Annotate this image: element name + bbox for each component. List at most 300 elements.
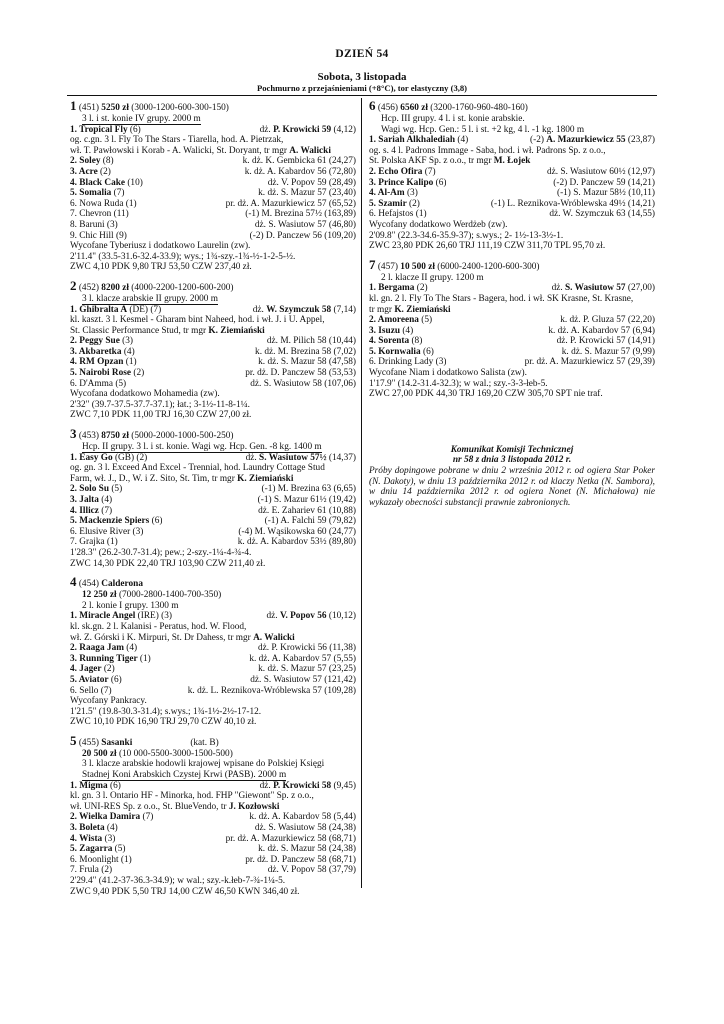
placing-jockey: pr. dż. D. Panczew 58 (53,53) xyxy=(245,368,356,379)
winner-jockey xyxy=(242,453,356,464)
race-conditions-text: Hcp. III grupy. 4 l. i st. konie arabskie. xyxy=(381,114,525,124)
placing-horse xyxy=(70,823,118,834)
winner-trainer: A. Walicki xyxy=(289,145,331,156)
placing-row xyxy=(70,368,356,379)
race-number: 6 xyxy=(369,100,376,113)
race-note: 2'11.4" (33.5-31.6-32.4-33.9); wys.; 1¾-szy.-1¾-½-1-2-5-½. xyxy=(70,251,296,262)
winner-name: 1. Migma xyxy=(70,780,108,791)
placing-horse xyxy=(70,675,122,686)
placing-name: 6. Hefajstos (1) xyxy=(369,209,427,220)
placing-jockey: (-1) A. Falchi 59 (79,82) xyxy=(264,516,356,527)
day-heading: DZIEŃ 54 xyxy=(335,48,389,60)
placing-jockey: dż. S. Wasiutow 57 (121,42) xyxy=(250,674,356,685)
race-note: ZWC 7,10 PDK 11,00 TRJ 16,30 CZW 27,00 zł. xyxy=(70,410,252,421)
race-prize-split: (3200-1760-960-480-160) xyxy=(430,103,528,113)
race-note: ZWC 14,30 PDK 22,40 TRJ 103,90 CZW 211,40 zł. xyxy=(70,558,266,569)
placing-jockey: pr. dż. A. Mazurkiewicz 57 (65,52) xyxy=(225,198,356,209)
race-name: Sasanki xyxy=(101,737,133,748)
placing-horse xyxy=(70,357,137,368)
column-divider xyxy=(361,98,362,888)
placing-name: 9. Chic Hill (9) xyxy=(70,230,127,241)
race-note: 1'21.5" (19.8-30.3-31.4); s.wys.; 1¾-1½-2½-17-12. xyxy=(70,706,262,717)
placing-row xyxy=(70,167,356,178)
winner-trainer: M. Łojek xyxy=(493,156,531,167)
placing-name: 2. Peggy Sue xyxy=(70,336,120,347)
race-name: Calderona xyxy=(101,579,143,590)
placing-name: 2. Wielka Damira xyxy=(70,812,141,823)
placing-horse xyxy=(369,336,422,347)
winner-trainer: K. Ziemiański xyxy=(394,304,451,315)
winner-jockey-prefix: (-2) xyxy=(530,135,547,146)
winner-jockey-prefix: dż. xyxy=(551,283,566,294)
race-conditions xyxy=(70,442,356,453)
placing-jockey: k. dż. S. Mazur 58 (24,38) xyxy=(258,844,356,855)
placing-row xyxy=(70,654,356,665)
race-prize-split: (7000-2800-1400-700-350) xyxy=(118,590,222,601)
placing-row xyxy=(70,643,356,654)
winner-row xyxy=(70,305,356,316)
placing-horse xyxy=(369,357,446,368)
race-conditions-text: 3 l. i st. konie IV grupy. 2000 m xyxy=(82,114,201,124)
winner-trainer: J. Kozłowski xyxy=(228,801,280,812)
race-block xyxy=(369,100,655,252)
winner-breeding: kl. gn. 3 l. Ontario HF - Minorka, hod. FHP "Giewont" Sp. z o.o., xyxy=(70,791,314,802)
race-block xyxy=(70,280,356,421)
winner-jockey-prefix: dż. xyxy=(259,124,274,135)
winner-jockey xyxy=(256,125,356,136)
placing-horse xyxy=(70,844,126,855)
header-divider xyxy=(67,95,657,96)
placing-horse xyxy=(70,855,132,866)
race-heading xyxy=(70,576,356,590)
placing-jockey: (-2) D. Panczew 59 (14,21) xyxy=(553,177,655,188)
placing-horse xyxy=(70,347,135,358)
race-number: 1 xyxy=(70,100,77,113)
placing-name: 6. Drinking Lady (3) xyxy=(369,357,447,368)
placing-horse xyxy=(70,231,127,242)
race-id: (457) xyxy=(377,261,398,272)
placing-name: 4. Black Cake xyxy=(70,177,126,188)
placing-row xyxy=(70,537,356,548)
placing-stall: (3) xyxy=(102,833,116,844)
placing-name: 3. Acre xyxy=(70,166,98,177)
winner-owner-trainer xyxy=(369,305,655,316)
placing-horse xyxy=(70,664,115,675)
winner-horse xyxy=(70,781,121,792)
placing-horse xyxy=(369,167,436,178)
right-column xyxy=(369,100,655,508)
placing-row xyxy=(369,357,655,368)
placing-horse xyxy=(70,495,112,506)
placing-horse xyxy=(70,865,112,876)
race-note: ZWC 23,80 PDK 26,60 TRJ 111,19 CZW 311,70 TPL 95,70 zł. xyxy=(369,241,606,252)
placing-row xyxy=(70,188,356,199)
race-conditions xyxy=(369,114,655,125)
winner-jockey-name: W. Szymczuk 58 xyxy=(266,304,332,315)
placing-horse xyxy=(369,188,418,199)
race-heading xyxy=(70,280,356,294)
placing-name: 3. Akbaretka xyxy=(70,346,122,357)
placing-jockey: k. dż. S. Mazur 57 (9,99) xyxy=(561,346,655,357)
race-note: Wycofany dodatkowo Werdżeb (zw). xyxy=(369,219,508,230)
winner-breeding: og. s. 4 l. Padrons Immage - Saba, hod. i wł. Padrons Sp. z o.o., xyxy=(369,145,606,156)
race-note: 2'32" (39.7-37.5-37.7-37.1); łat.; 3-1½-11-8-1¼. xyxy=(70,399,250,410)
winner-row xyxy=(70,125,356,136)
placing-jockey: k. dż. K. Gembicka 61 (24,27) xyxy=(242,156,356,167)
placing-row xyxy=(70,347,356,358)
winner-owner: Farm, wł. J., D., W. i Z. Sito, St. Tim, tr mgr xyxy=(70,473,238,484)
winner-jockey xyxy=(548,283,655,294)
winner-jockey xyxy=(263,611,356,622)
placing-jockey: pr. dż. A. Mazurkiewicz 58 (68,71) xyxy=(225,833,356,844)
placing-name: 4. Wista xyxy=(70,833,103,844)
placing-horse xyxy=(369,199,420,210)
placing-jockey: k. dż. S. Mazur 57 (23,25) xyxy=(258,664,356,675)
winner-owner: tr mgr xyxy=(369,304,395,315)
winner-row xyxy=(70,611,356,622)
placing-row xyxy=(70,506,356,517)
placing-stall: (3) xyxy=(404,188,418,199)
winner-owner: St. Polska AKF Sp. z o.o., tr mgr xyxy=(369,156,494,167)
race-prize-split: (5000-2000-1000-500-250) xyxy=(131,431,234,442)
race-conditions xyxy=(369,273,655,284)
placing-jockey: (-2) D. Panczew 56 (109,20) xyxy=(249,230,356,241)
race-number: 5 xyxy=(70,734,77,748)
winner-jockey-name: A. Mazurkiewicz 55 xyxy=(546,135,626,146)
placing-stall: (7) xyxy=(140,812,154,823)
placing-horse xyxy=(369,326,413,337)
track-conditions: Pochmurno z przejaśnieniami (+8°C), tor elastyczny (3,8) xyxy=(256,83,468,93)
placing-horse xyxy=(369,315,432,326)
race-heading xyxy=(70,428,356,442)
race-conditions-text: Wagi wg. Hcp. Gen.: 5 l. i st. +2 kg, 4 l. -1 kg. 1800 m xyxy=(381,124,585,135)
placing-horse xyxy=(70,812,153,823)
winner-odds: (7,14) xyxy=(331,304,356,315)
placing-horse xyxy=(369,347,434,358)
race-note: ZWC 27,00 PDK 44,30 TRJ 169,20 CZW 305,70 SPT nie traf. xyxy=(369,389,603,400)
race-conditions xyxy=(70,759,356,770)
winner-trainer: K. Ziemiański xyxy=(208,325,265,336)
race-number: 4 xyxy=(70,576,77,590)
placing-name: 4. Illicz xyxy=(70,505,99,516)
placing-name: 3. Prince Kalipo xyxy=(369,177,434,188)
placing-jockey: pr. dż. D. Panczew 58 (68,71) xyxy=(245,854,356,865)
race-number: 7 xyxy=(369,258,376,272)
winner-horse xyxy=(70,305,161,316)
race-prize-split: (3000-1200-600-300-150) xyxy=(131,103,229,113)
placing-row xyxy=(70,209,356,220)
winner-breeding: og. gn. 3 l. Exceed And Excel - Trennial, hod. Laundry Cottage Stud xyxy=(70,463,325,474)
winner-row xyxy=(369,283,655,294)
race-heading xyxy=(369,100,655,114)
placing-jockey: k. dż. S. Mazur 57 (23,40) xyxy=(258,188,356,199)
winner-odds: (9,45) xyxy=(331,780,356,791)
race-note: ZWC 9,40 PDK 5,50 TRJ 14,00 CZW 46,50 KWN 346,40 zł. xyxy=(70,886,300,897)
race-heading xyxy=(70,100,356,114)
placing-name: 3. Jalta xyxy=(70,495,99,505)
placing-row xyxy=(70,675,356,686)
race-note: 2'29.4" (41.2-37-36.3-34.9); w wal.; szy.-k.łeb-7-¾-1¼-5. xyxy=(70,876,286,886)
race-conditions xyxy=(70,114,356,125)
placing-stall: (4) xyxy=(123,643,138,654)
placing-horse xyxy=(70,527,143,538)
winner-row xyxy=(70,453,356,464)
race-note: Wycofany Pankracy. xyxy=(70,696,147,707)
communique-title: Komunikat Komisji Technicznej xyxy=(450,444,574,455)
placing-stall: (6) xyxy=(149,516,163,527)
winner-name: 1. Sariah Alkhalediah xyxy=(369,135,456,146)
winner-jockey-name: S. Wasiutow 57½ xyxy=(259,452,327,463)
placing-horse xyxy=(70,643,137,654)
placing-horse xyxy=(70,188,125,199)
placing-stall: (2) xyxy=(406,198,420,209)
race-prize-line xyxy=(70,749,356,760)
race-id: (454) xyxy=(78,579,99,590)
winner-breeding: kl. kaszt. 3 l. Kesmel - Gharam bint Naheed, hod. i wł. J. i U. Appel, xyxy=(70,315,325,326)
placing-stall: (2) xyxy=(101,664,115,675)
placing-horse xyxy=(70,379,126,390)
placing-name: 5. Zagarra xyxy=(70,844,113,855)
race-heading xyxy=(369,259,655,273)
placing-jockey: k. dż. A. Kabardov 58 (5,44) xyxy=(249,812,356,823)
winner-trainer: A. Walicki xyxy=(253,632,295,643)
placing-jockey: (-1) M. Brezina 57½ (163,89) xyxy=(245,209,356,220)
placing-jockey: (-1) M. Brezina 63 (6,65) xyxy=(261,484,356,495)
placing-stall: (7) xyxy=(98,505,113,516)
placing-name: 3. Running Tiger xyxy=(70,653,138,664)
race-id: (452) xyxy=(78,282,99,293)
race-conditions-text: Stadnej Koni Arabskich Czystej Krwi (PASB). 2000 m xyxy=(82,770,287,781)
placing-jockey: dż. S. Wasiutow 58 (24,38) xyxy=(254,823,356,834)
winner-jockey-prefix: dż. xyxy=(266,611,280,622)
winner-name: 1. Easy Go xyxy=(70,452,113,463)
placing-row xyxy=(369,315,655,326)
race-prize-split: (4000-2200-1200-600-200) xyxy=(131,282,234,293)
winner-horse xyxy=(369,283,428,294)
placing-name: 7. Frula (2) xyxy=(70,865,113,876)
race-conditions-text: 2 l. klacze II grupy. 1200 m xyxy=(381,272,484,283)
placing-stall: (2) xyxy=(97,166,111,177)
placing-row xyxy=(369,167,655,178)
winner-breeding: og. c.gn. 3 l. Fly To The Stars - Tiarella, hod. A. Pietrzak, xyxy=(70,135,284,146)
winner-odds: (10,12) xyxy=(326,611,356,622)
placing-stall: (5) xyxy=(418,315,433,326)
winner-jockey-prefix: dż. xyxy=(259,780,274,791)
placing-horse xyxy=(70,156,114,167)
winner-row xyxy=(70,781,356,792)
placing-stall: (5) xyxy=(109,484,123,495)
winner-owner-trainer xyxy=(70,146,356,157)
placing-horse xyxy=(70,654,151,665)
placing-name: 4. RM Opzan xyxy=(70,357,124,368)
placing-stall: (6) xyxy=(420,346,434,357)
placing-row xyxy=(70,199,356,210)
race-block xyxy=(369,259,655,400)
placing-row xyxy=(369,209,655,220)
placing-row xyxy=(70,664,356,675)
winner-stall: (IRE) (3) xyxy=(135,611,172,622)
winner-horse xyxy=(369,135,468,146)
winner-jockey-prefix: dż. xyxy=(245,452,260,463)
placing-name: 3. Isuzu xyxy=(369,325,401,336)
placing-horse xyxy=(70,178,143,189)
placing-stall: (6) xyxy=(108,674,122,685)
placing-row xyxy=(70,834,356,845)
placing-horse xyxy=(70,220,118,231)
placing-stall: (5) xyxy=(112,844,126,855)
placing-horse xyxy=(70,537,118,548)
placing-row xyxy=(70,495,356,506)
winner-name: 1. Ghibralta A xyxy=(70,304,128,315)
race-note: 1'17.9" (14.2-31.4-32.3); w wal.; szy.-3-3-łeb-5. xyxy=(369,378,548,389)
placing-row xyxy=(70,220,356,231)
winner-jockey-name: V. Popov 56 xyxy=(279,611,327,622)
placing-row xyxy=(70,379,356,390)
placing-horse xyxy=(70,199,137,210)
race-block xyxy=(70,735,356,897)
placing-row xyxy=(70,516,356,527)
placing-name: 3. Boleta xyxy=(70,823,105,834)
placing-name: 2. Echo Ofira xyxy=(369,166,423,177)
date-heading: Sobota, 3 listopada xyxy=(317,71,407,83)
placing-name: 8. Baruni (3) xyxy=(70,219,118,230)
placing-name: 6. Elusive River (3) xyxy=(70,526,144,537)
winner-odds: (4,12) xyxy=(331,124,356,135)
placing-jockey: k. dż. P. Gluza 57 (22,20) xyxy=(560,315,655,326)
race-prize-line xyxy=(70,590,356,601)
placing-name: 5. Somalia xyxy=(70,188,112,199)
placing-jockey: k. dż. S. Mazur 58 (47,58) xyxy=(258,357,356,368)
placing-name: 7. Grajka (1) xyxy=(70,537,118,548)
placing-stall: (3) xyxy=(119,336,134,347)
placing-stall: (4) xyxy=(104,823,118,834)
winner-owner: wł. Z. Górski i K. Mirpuri, St. Dr Dahess, tr mgr xyxy=(70,632,254,643)
placing-name: 5. Mackenzie Spiers xyxy=(70,516,150,527)
race-note: 2'09.8" (22.3-34.6-35.9-37); s.wys.; 2- 1½-13-3½-1. xyxy=(369,230,564,241)
placing-name: 2. Solo Su xyxy=(70,484,110,495)
winner-jockey-name: P. Krowicki 58 xyxy=(273,780,332,791)
placing-jockey: k. dż. L. Reznikova-Wróblewska 57 (109,28) xyxy=(187,685,356,696)
winner-owner: St. Classic Performance Stud, tr mgr xyxy=(70,325,209,336)
left-column xyxy=(70,100,356,904)
race-note: ZWC 10,10 PDK 16,90 TRJ 29,70 CZW 40,10 zł. xyxy=(70,717,257,728)
placing-stall: (7) xyxy=(422,166,436,177)
placing-row xyxy=(70,484,356,495)
placing-row xyxy=(369,347,655,358)
winner-horse xyxy=(70,125,141,136)
placing-row xyxy=(70,823,356,834)
placing-jockey: (-1) S. Mazur 61½ (19,42) xyxy=(257,495,356,505)
winner-breeding: kl. gn. 2 l. Fly To The Stars - Bagera, hod. i wł. SK Krasne, St. Krasne, xyxy=(369,293,634,304)
placing-jockey: dż. V. Popov 59 (28,49) xyxy=(267,177,356,188)
placing-jockey: k. dż. A. Kabardov 57 (6,94) xyxy=(548,325,655,336)
placing-name: 5. Nairobi Rose xyxy=(70,368,132,379)
winner-name: 1. Bergama xyxy=(369,283,415,294)
winner-jockey-prefix: dż. xyxy=(252,304,267,315)
placing-row xyxy=(369,336,655,347)
winner-jockey-name: S. Wasiutow 57 xyxy=(565,283,626,294)
placing-row xyxy=(369,178,655,189)
winner-odds: (27,00) xyxy=(625,283,655,294)
winner-stall: (4) xyxy=(455,135,469,146)
race-note: Wycofane Tyberiusz i dodatkowo Laurelin (zw). xyxy=(70,241,251,252)
placing-row xyxy=(70,231,356,242)
placing-jockey: dż. S. Wasiutow 58 (107,06) xyxy=(250,378,356,389)
technical-committee-communique xyxy=(369,445,655,509)
placing-row xyxy=(70,812,356,823)
placing-horse xyxy=(70,506,112,517)
race-prize: 8750 zł xyxy=(101,431,129,442)
race-prize: 6560 zł xyxy=(400,103,428,113)
placing-jockey: dż. M. Pilich 58 (10,44) xyxy=(266,336,356,347)
winner-stall: (2) xyxy=(414,283,428,294)
race-prize: 10 500 zł xyxy=(400,261,435,272)
winner-owner: wł. UNI-RES Sp. z o.o., St. BlueVendo, tr xyxy=(70,801,229,812)
placing-name: 4. Sorenta xyxy=(369,336,410,347)
winner-stall: (6) xyxy=(107,780,121,791)
placing-name: 6. Sello (7) xyxy=(70,685,112,696)
race-number: 3 xyxy=(70,428,77,442)
placing-jockey: pr. dż. A. Mazurkiewicz 57 (29,39) xyxy=(524,357,655,368)
placing-name: 6. Moonlight (1) xyxy=(70,854,132,865)
winner-jockey xyxy=(256,781,356,792)
placing-name: 2. Soley xyxy=(70,156,101,167)
race-note: 1'28.3" (26.2-30.7-31.4); pew.; 2-szy.-1¼-4-¾-4. xyxy=(70,547,252,558)
placing-name: 6. D'Amma (5) xyxy=(70,378,127,389)
race-heading xyxy=(70,735,356,749)
winner-name: 1. Tropical Fly xyxy=(70,124,128,135)
placing-horse xyxy=(369,178,446,189)
placing-row xyxy=(70,527,356,538)
placing-jockey: dż. W. Szymczuk 63 (14,55) xyxy=(549,209,655,220)
placing-horse xyxy=(70,336,133,347)
placing-horse xyxy=(70,368,144,379)
placing-stall: (4) xyxy=(121,346,135,357)
race-prize-split: (6000-2400-1200-600-300) xyxy=(437,261,540,272)
winner-jockey-name: P. Krowicki 59 xyxy=(273,124,332,135)
placing-stall: (8) xyxy=(100,156,114,167)
winner-horse xyxy=(70,611,172,622)
placing-jockey: (-1) S. Mazur 58½ (10,11) xyxy=(556,188,655,199)
placing-row xyxy=(369,188,655,199)
race-prize: 20 500 zł xyxy=(82,748,117,759)
placing-stall: (8) xyxy=(409,336,423,347)
placing-jockey: dż. V. Popov 58 (37,79) xyxy=(267,865,356,876)
placing-name: 5. Szamir xyxy=(369,198,407,209)
placing-row xyxy=(369,326,655,337)
placing-row xyxy=(70,357,356,368)
race-conditions-text: 3 l. klacze arabskie II grupy. 2000 m xyxy=(82,293,218,304)
placing-stall: (7) xyxy=(111,188,125,199)
placing-jockey: k. dż. M. Brezina 58 (7,02) xyxy=(255,346,356,357)
race-prize: 12 250 zł xyxy=(82,590,117,601)
placing-name: 2. Amoreena xyxy=(369,315,419,326)
placing-horse xyxy=(70,686,112,697)
race-conditions xyxy=(369,125,655,136)
race-note: ZWC 4,10 PDK 9,80 TRJ 53,50 CZW 237,40 zł. xyxy=(70,262,252,273)
winner-trainer: K. Ziemiański xyxy=(237,473,294,484)
placing-jockey: (-1) L. Reznikova-Wróblewska 49½ (14,21) xyxy=(490,198,655,209)
placing-name: 6. Nowa Ruda (1) xyxy=(70,198,137,209)
winner-jockey xyxy=(526,135,655,146)
placing-jockey: dż. P. Krowicki 56 (11,38) xyxy=(257,643,356,654)
race-block xyxy=(70,576,356,728)
race-block xyxy=(70,100,356,273)
placing-name: 7. Chevron (11) xyxy=(70,209,129,220)
placing-jockey: dż. P. Krowicki 57 (14,91) xyxy=(556,336,655,347)
placing-horse xyxy=(70,834,115,845)
placing-row xyxy=(70,178,356,189)
